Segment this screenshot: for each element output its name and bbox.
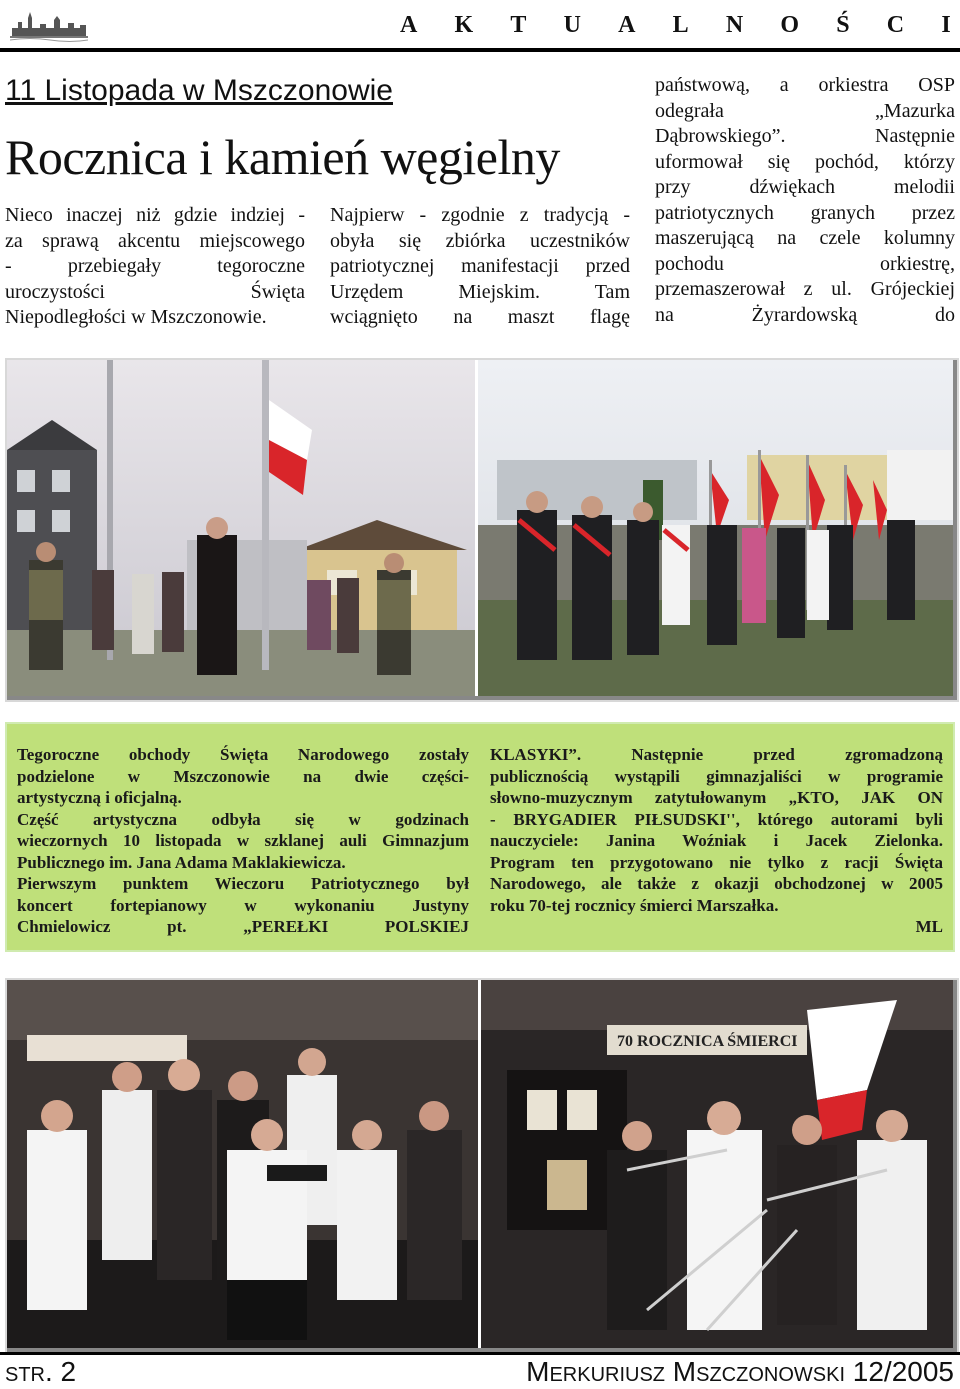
text-line: Najpierw - zgodnie z tradycją -	[330, 204, 630, 226]
text-line: podzielone w Mszczonowie na dwie części-	[17, 766, 469, 786]
article-column-1	[5, 203, 305, 331]
text-line: za sprawą akcentu miejscowego	[5, 229, 305, 252]
text-line: Program ten przygotowano nie tylko z racji Święta	[490, 852, 943, 872]
text-line: publicznością wystąpili gimnazjaliści w programie	[490, 766, 943, 786]
text-line: obyła się zbiórka uczestników	[330, 229, 630, 252]
text-line: Część artystyczna odbyła się w godzinach	[17, 809, 469, 829]
masthead-title: Merkuriusz Mszczonowski 12/2005	[526, 1356, 954, 1387]
article-column-2	[330, 203, 630, 331]
section-letter: T	[510, 12, 528, 38]
text-line: wieczornych 10 listopada w szklanej auli Gimnazjum	[17, 831, 469, 850]
info-box	[5, 722, 955, 952]
text-line: na Żyrardowską do	[655, 303, 955, 326]
section-letter: I	[941, 12, 952, 38]
section-letter: L	[672, 12, 690, 38]
section-letter: U	[563, 12, 583, 38]
footer-divider	[0, 1352, 960, 1355]
text-line: przemaszerował z ul. Grójeckiej	[655, 278, 955, 300]
header-divider	[0, 48, 960, 52]
author-signature: ML	[915, 917, 943, 936]
flag-ceremony-photo	[5, 358, 959, 702]
text-line: słowno-muzycznym zatytułowanym „KTO, JAK ON	[490, 788, 943, 807]
text-line: Niepodległości w Mszczonowie.	[5, 306, 267, 328]
info-column-1	[17, 744, 469, 938]
text-line: - BRYGADIER PIŁSUDSKI'', którego autorami byli	[490, 809, 943, 829]
text-line: patriotycznych granych przez	[655, 201, 955, 224]
article-column-3	[655, 73, 955, 328]
page-number: str. 2	[5, 1356, 77, 1387]
text-line: koncert fortepianowy w wykonaniu Justyny	[17, 895, 469, 915]
article-kicker: 11 Listopada w Mszczonowie	[5, 74, 393, 107]
text-line: wciągnięto na maszt flagę	[330, 306, 630, 328]
text-line: Narodowego, ale także z okazji obchodzonej w 2005	[490, 874, 943, 893]
section-letter: A	[618, 12, 637, 38]
text-line: przy dźwiękach melodii	[655, 176, 955, 198]
section-letter: N	[725, 12, 745, 38]
section-letter: A	[400, 12, 419, 38]
school-performance-photo	[5, 978, 959, 1354]
section-letter: C	[886, 12, 906, 38]
text-line: maszerującą na czele kolumny	[655, 227, 955, 249]
text-line: Dąbrowskiego”. Następnie	[655, 125, 955, 147]
text-line: pochodu orkiestrę,	[655, 252, 955, 275]
text-line: patriotycznej manifestacji przed	[330, 255, 630, 277]
section-letter: O	[780, 12, 801, 38]
text-line: państwową, a orkiestra OSP	[655, 74, 955, 96]
text-line: Tegoroczne obchody Święta Narodowego zostały	[17, 745, 469, 764]
text-line: odegrała „Mazurka	[655, 99, 955, 122]
text-line: Urzędem Miejskim. Tam	[330, 280, 630, 303]
text-line: nauczyciele: Janina Woźniak i Jacek Zielonka.	[490, 831, 943, 850]
section-letter: K	[454, 12, 475, 38]
text-line: Pierwszym punktem Wieczoru Patriotycznego był	[17, 874, 469, 893]
text-line: Nieco inaczej niż gdzie indziej -	[5, 204, 305, 226]
text-line: uformował się pochód, którzy	[655, 150, 955, 173]
text-line: Publicznego im. Jana Adama Maklakiewicza.	[17, 852, 346, 872]
text-line: roku 70-tej rocznicy śmierci Marszałka.	[490, 895, 779, 915]
info-column-2	[490, 744, 943, 938]
article-headline: Rocznica i kamień węgielny	[5, 129, 560, 185]
text-line: artystyczną i oficjalną.	[17, 788, 182, 807]
text-line: uroczystości Święta	[5, 280, 305, 303]
section-title	[400, 12, 952, 39]
town-skyline-logo	[10, 6, 88, 44]
section-letter: Ś	[836, 12, 851, 38]
text-line: - przebiegały tegoroczne	[5, 255, 305, 277]
text-line: Chmielowicz pt. „PEREŁKI POLSKIEJ	[17, 917, 469, 936]
text-line: KLASYKI”. Następnie przed zgromadzoną	[490, 745, 943, 764]
banner-text: 70 ROCZNICA ŚMIERCI	[617, 1033, 798, 1050]
